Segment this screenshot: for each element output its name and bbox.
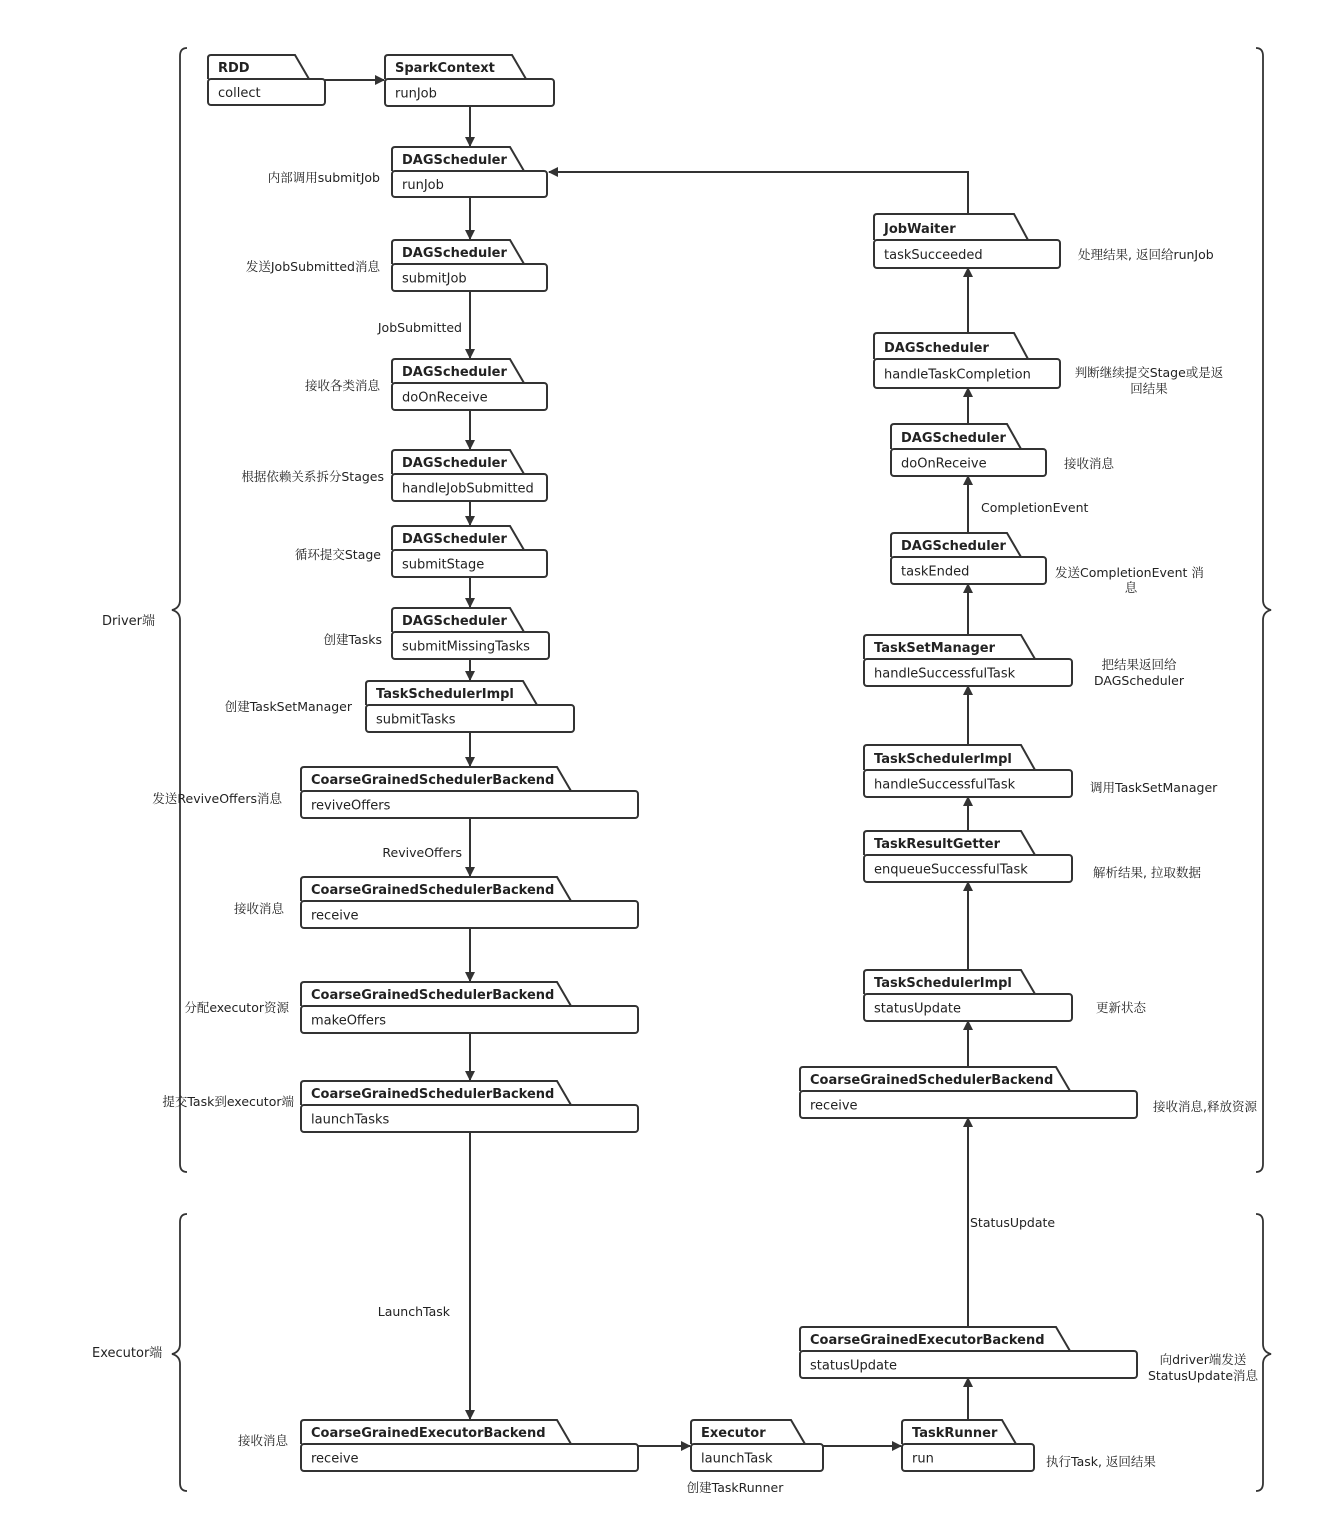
label-send-completion-2: 息 xyxy=(1124,580,1138,595)
label-update-status: 更新状态 xyxy=(1096,1000,1147,1015)
node-method: submitStage xyxy=(402,557,485,573)
node-title: DAGScheduler xyxy=(402,532,507,547)
label-create-task-set-manager: 创建TaskSetManager xyxy=(224,699,352,714)
label-internal-submit-job: 内部调用submitJob xyxy=(267,170,380,185)
label-create-task-runner: 创建TaskRunner xyxy=(686,1480,784,1495)
label-parse-results: 解析结果, 拉取数据 xyxy=(1093,865,1201,880)
label-submit-task-to-executor: 提交Task到executor端 xyxy=(162,1094,294,1109)
node-dag-doonreceive-right[interactable] xyxy=(891,424,1046,476)
executor-side-label: Executor端 xyxy=(92,1346,163,1361)
label-judge-1: 判断继续提交Stage或是返 xyxy=(1074,365,1224,380)
node-method: enqueueSuccessfulTask xyxy=(874,862,1028,878)
label-receive-message-right: 接收消息 xyxy=(1064,456,1115,471)
label-completion-event: CompletionEvent xyxy=(981,500,1089,515)
label-return-to-dag-1: 把结果返回给 xyxy=(1101,657,1177,672)
node-title: DAGScheduler xyxy=(402,456,507,471)
node-title: CoarseGrainedExecutorBackend xyxy=(810,1333,1045,1348)
label-receive-release: 接收消息,释放资源 xyxy=(1153,1099,1257,1114)
node-title: JobWaiter xyxy=(884,222,956,237)
node-taskrunner[interactable] xyxy=(902,1420,1034,1471)
node-title: CoarseGrainedSchedulerBackend xyxy=(311,773,555,788)
node-title: RDD xyxy=(218,61,250,76)
node-title: Executor xyxy=(701,1426,766,1441)
label-send-status-update-2: StatusUpdate消息 xyxy=(1147,1368,1259,1383)
node-title: TaskSetManager xyxy=(874,641,996,656)
executor-brace-right xyxy=(1256,1214,1271,1491)
label-revive-offers-event: ReviveOffers xyxy=(382,845,462,860)
node-title: DAGScheduler xyxy=(402,614,507,629)
label-send-job-submitted: 发送JobSubmitted消息 xyxy=(245,259,380,274)
node-title: CoarseGrainedExecutorBackend xyxy=(311,1426,546,1441)
node-title: TaskResultGetter xyxy=(874,837,1000,852)
node-rdd[interactable] xyxy=(208,55,325,105)
label-send-revive-offers: 发送ReviveOffers消息 xyxy=(152,791,282,806)
node-title: CoarseGrainedSchedulerBackend xyxy=(311,988,555,1003)
node-method: run xyxy=(912,1451,934,1467)
node-title: DAGScheduler xyxy=(884,341,989,356)
node-cgsb-makeoffers[interactable] xyxy=(301,982,638,1033)
node-cgeb-statusupdate[interactable] xyxy=(800,1327,1137,1378)
label-call-task-set-manager: 调用TaskSetManager xyxy=(1090,780,1218,795)
node-cgsb-receive-right[interactable] xyxy=(800,1067,1137,1118)
node-spark-context[interactable] xyxy=(385,55,554,106)
label-loop-submit-stage: 循环提交Stage xyxy=(294,547,381,562)
label-send-status-update-1: 向driver端发送 xyxy=(1159,1352,1247,1367)
node-taskscheduler-submittasks[interactable] xyxy=(366,681,574,732)
label-allocate-executor: 分配executor资源 xyxy=(184,1000,289,1015)
driver-brace-right xyxy=(1256,48,1271,1172)
node-title: CoarseGrainedSchedulerBackend xyxy=(311,883,555,898)
node-method: receive xyxy=(810,1098,858,1114)
node-title: DAGScheduler xyxy=(901,539,1006,554)
node-title: TaskSchedulerImpl xyxy=(874,752,1012,767)
node-title: DAGScheduler xyxy=(901,431,1006,446)
executor-brace-left xyxy=(172,1214,187,1491)
node-title: TaskRunner xyxy=(912,1426,998,1441)
node-dag-handlejobsubmitted[interactable] xyxy=(392,450,547,501)
node-method: collect xyxy=(218,86,261,101)
label-receive-message-left: 接收消息 xyxy=(233,901,284,916)
node-dag-handletaskcompletion[interactable] xyxy=(874,333,1060,388)
node-method: taskEnded xyxy=(901,564,970,580)
node-method: handleTaskCompletion xyxy=(884,367,1031,383)
node-title: DAGScheduler xyxy=(402,365,507,380)
node-taskresultgetter[interactable] xyxy=(864,831,1072,882)
node-title: DAGScheduler xyxy=(402,153,507,168)
label-return-to-dag-2: DAGScheduler xyxy=(1093,673,1185,688)
driver-side-label: Driver端 xyxy=(102,614,156,629)
node-title: CoarseGrainedSchedulerBackend xyxy=(311,1087,555,1102)
label-receive-message-executor: 接收消息 xyxy=(237,1433,288,1448)
node-title: TaskSchedulerImpl xyxy=(874,976,1012,991)
node-dag-submitstage[interactable] xyxy=(392,526,547,577)
node-dag-submitjob[interactable] xyxy=(392,240,547,291)
label-receive-all-messages: 接收各类消息 xyxy=(304,378,380,393)
node-executor[interactable] xyxy=(691,1420,823,1471)
node-method: receive xyxy=(311,1451,359,1467)
node-method: submitTasks xyxy=(376,712,456,728)
node-method: statusUpdate xyxy=(810,1358,898,1374)
label-send-completion-1: 发送CompletionEvent 消 xyxy=(1055,565,1204,580)
node-method: handleJobSubmitted xyxy=(402,481,534,497)
node-method: doOnReceive xyxy=(402,390,488,406)
node-title: CoarseGrainedSchedulerBackend xyxy=(810,1073,1054,1088)
node-cgsb-receive-left[interactable] xyxy=(301,877,638,928)
node-dag-submitmissingtasks[interactable] xyxy=(392,608,549,659)
node-tasksetmanager[interactable] xyxy=(864,635,1072,686)
node-method: launchTasks xyxy=(311,1112,390,1128)
label-create-tasks: 创建Tasks xyxy=(323,632,382,647)
node-method: runJob xyxy=(402,178,444,193)
node-dag-runjob[interactable] xyxy=(392,147,547,197)
node-method: handleSuccessfulTask xyxy=(874,777,1016,793)
label-launch-task-event: LaunchTask xyxy=(377,1304,450,1319)
node-title: TaskSchedulerImpl xyxy=(376,687,514,702)
arrow-jobwaiter-to-dag-runjob xyxy=(549,172,968,214)
node-method: taskSucceeded xyxy=(884,248,983,263)
label-job-submitted-event: JobSubmitted xyxy=(377,320,462,335)
node-dag-doonreceive-left[interactable] xyxy=(392,359,547,410)
node-method: submitJob xyxy=(402,271,467,287)
node-method: makeOffers xyxy=(311,1013,386,1029)
node-cgeb-receive[interactable] xyxy=(301,1420,638,1471)
node-dag-taskended[interactable] xyxy=(891,533,1046,584)
node-method: submitMissingTasks xyxy=(402,639,530,655)
node-method: launchTask xyxy=(701,1451,773,1467)
label-execute-task: 执行Task, 返回结果 xyxy=(1046,1454,1156,1469)
label-status-update-event: StatusUpdate xyxy=(970,1215,1056,1230)
node-title: SparkContext xyxy=(395,61,495,76)
node-method: doOnReceive xyxy=(901,456,987,472)
node-jobwaiter[interactable] xyxy=(874,214,1060,268)
node-method: statusUpdate xyxy=(874,1001,962,1017)
node-cgsb-reviveoffers[interactable] xyxy=(301,767,638,818)
label-split-stages: 根据依赖关系拆分Stages xyxy=(241,469,384,484)
label-judge-2: 回结果 xyxy=(1130,381,1168,396)
node-method: handleSuccessfulTask xyxy=(874,666,1016,682)
node-method: receive xyxy=(311,908,359,924)
label-handle-result: 处理结果, 返回给runJob xyxy=(1078,247,1214,262)
node-taskscheduler-handlesuccessful[interactable] xyxy=(864,745,1072,797)
node-cgsb-launchtasks[interactable] xyxy=(301,1081,638,1132)
node-method: runJob xyxy=(395,86,437,102)
node-taskscheduler-statusupdate[interactable] xyxy=(864,970,1072,1021)
node-method: reviveOffers xyxy=(311,798,391,814)
node-title: DAGScheduler xyxy=(402,246,507,261)
